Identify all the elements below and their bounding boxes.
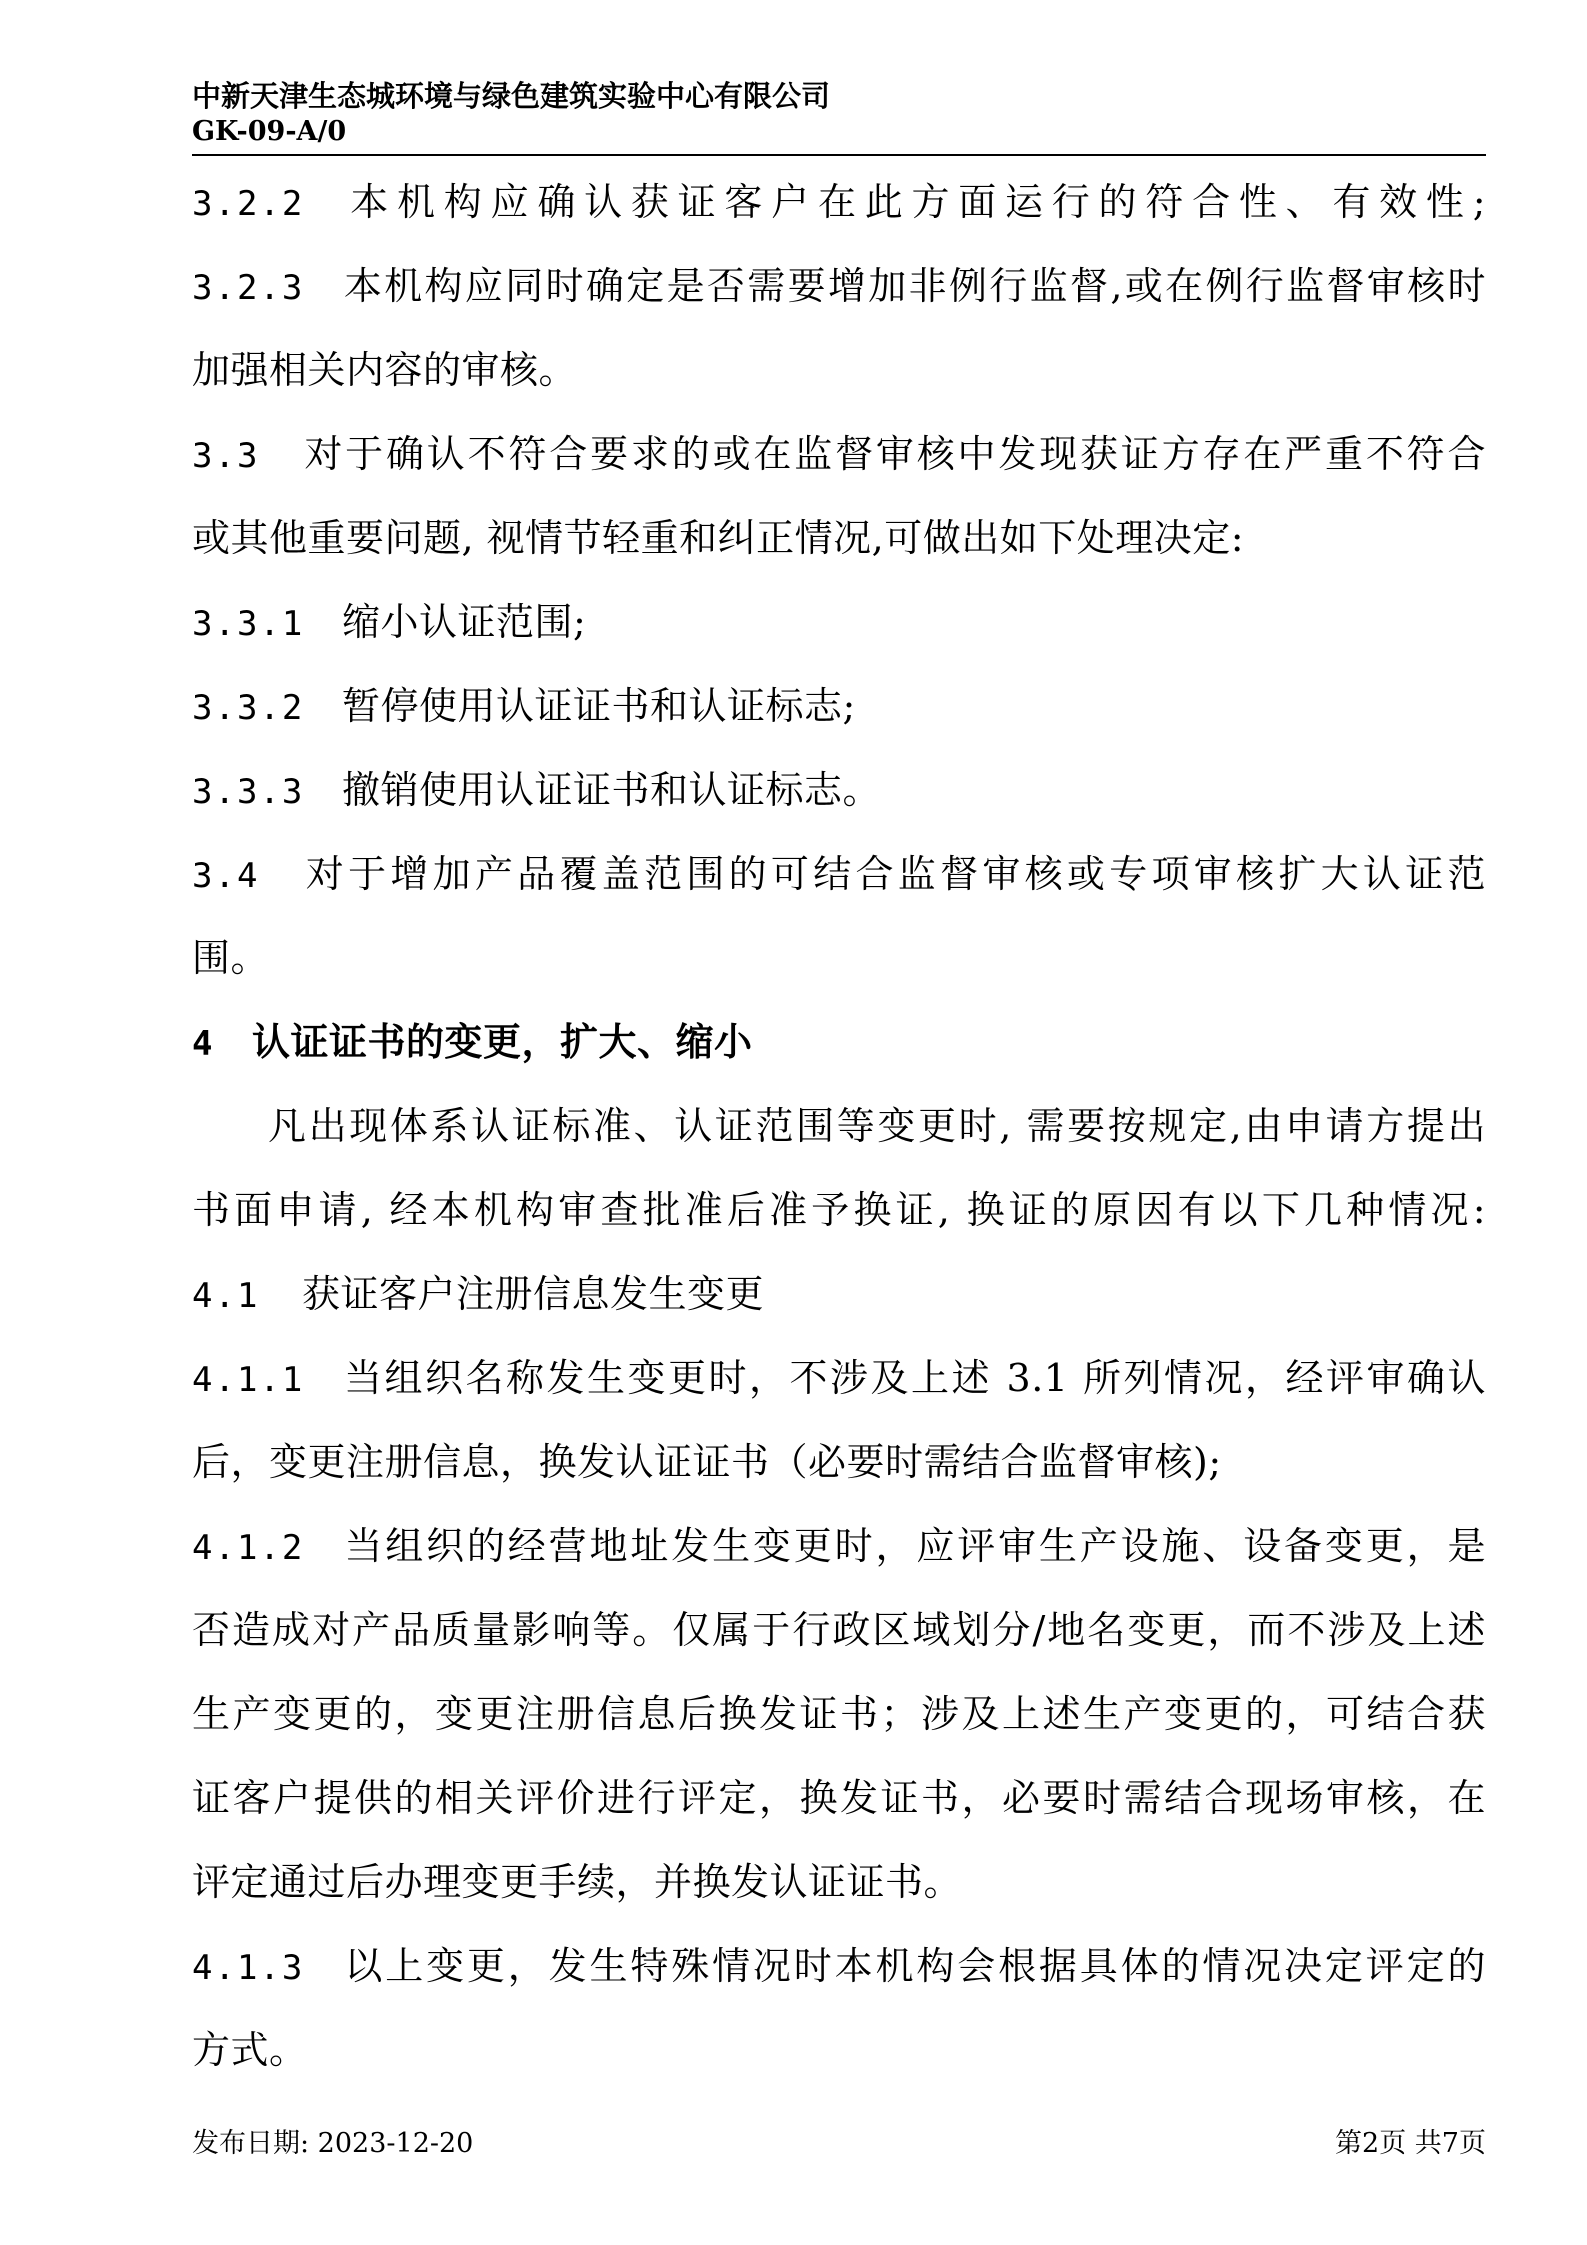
clause-number: 4.1 [192,1276,260,1316]
clause-4-1-2 [192,1504,1486,1588]
clause-text: 否造成对产品质量影响等。仅属于行政区域划分/地名变更，而不涉及上述 [192,1608,1486,1652]
clause-number: 4.1.2 [192,1528,305,1568]
paragraph-text: 凡出现体系认证标准、认证范围等变更时, 需要按规定,由申请方提出 [268,1104,1486,1148]
clause-text: 或其他重要问题, 视情节轻重和纠正情况,可做出如下处理决定: [192,516,1245,560]
clause-text: 本机构应同时确定是否需要增加非例行监督,或在例行监督审核时 [342,264,1486,308]
clause-text: 加强相关内容的审核。 [192,348,578,392]
section-4-paragraph-continued [192,1168,1486,1252]
clause-text: 当组织名称发生变更时，不涉及上述 3.1 所列情况，经评审确认 [342,1356,1486,1400]
clause-text: 撤销使用认证证书和认证标志。 [342,768,882,812]
clause-text: 证客户提供的相关评价进行评定，换发证书，必要时需结合现场审核，在 [192,1776,1486,1820]
clause-3-3-1 [192,580,1486,664]
clause-text: 围。 [192,936,270,980]
clause-number: 3.4 [192,856,260,896]
clause-3-2-2 [192,160,1486,244]
clause-3-2-3-continued [192,328,1486,412]
clause-number: 3.2.2 [192,184,305,224]
clause-text: 以上变更，发生特殊情况时本机构会根据具体的情况决定评定的 [342,1944,1486,1988]
clause-text: 本机构应确认获证客户在此方面运行的符合性、有效性; [342,180,1486,224]
document-code: GK-09-A/0 [192,116,347,147]
clause-3-4 [192,832,1486,916]
clause-text: 当组织的经营地址发生变更时，应评审生产设施、设备变更，是 [342,1524,1486,1568]
header-divider [192,154,1486,156]
clause-4-1 [192,1252,1486,1336]
clause-text: 暂停使用认证证书和认证标志; [342,684,856,728]
clause-text: 对于确认不符合要求的或在监督审核中发现获证方存在严重不符合 [302,432,1486,476]
clause-number: 3.3 [192,436,260,476]
section-4-heading [192,1000,1486,1084]
clause-number: 4.1.1 [192,1360,305,1400]
clause-text: 获证客户注册信息发生变更 [302,1272,765,1316]
paragraph-text: 书面申请, 经本机构审查批准后准予换证, 换证的原因有以下几种情况: [192,1188,1486,1232]
clause-number: 3.3.2 [192,688,305,728]
clause-text: 评定通过后办理变更手续，并换发认证证书。 [192,1860,963,1904]
clause-3-3-2 [192,664,1486,748]
clause-4-1-2-continued-3 [192,1756,1486,1840]
clause-text: 缩小认证范围; [342,600,587,644]
company-name: 中新天津生态城环境与绿色建筑实验中心有限公司 [192,79,831,113]
clause-4-1-1-continued [192,1420,1486,1504]
section-title: 认证证书的变更，扩大、缩小 [252,1019,753,1064]
section-number: 4 [192,1024,215,1064]
page-number: 第2页 共7页 [1335,2128,1486,2159]
clause-4-1-2-continued-1 [192,1588,1486,1672]
clause-text: 对于增加产品覆盖范围的可结合监督审核或专项审核扩大认证范 [302,852,1486,896]
clause-3-3-continued [192,496,1486,580]
clause-number: 3.3.1 [192,604,305,644]
clause-number: 3.3.3 [192,772,305,812]
clause-4-1-3-continued [192,2008,1486,2092]
clause-3-4-continued [192,916,1486,1000]
clause-3-3-3 [192,748,1486,832]
clause-4-1-2-continued-2 [192,1672,1486,1756]
clause-4-1-1 [192,1336,1486,1420]
clause-number: 4.1.3 [192,1948,305,1988]
clause-4-1-3 [192,1924,1486,2008]
document-body [192,160,1486,2092]
clause-number: 3.2.3 [192,268,305,308]
clause-3-2-3 [192,244,1486,328]
clause-3-3 [192,412,1486,496]
publish-date: 发布日期: 2023-12-20 [192,2128,474,2159]
clause-text: 后，变更注册信息，换发认证证书（必要时需结合监督审核); [192,1440,1222,1484]
clause-text: 方式。 [192,2028,308,2072]
clause-text: 生产变更的，变更注册信息后换发证书；涉及上述生产变更的，可结合获 [192,1692,1486,1736]
section-4-paragraph [192,1084,1486,1168]
clause-4-1-2-continued-4 [192,1840,1486,1924]
